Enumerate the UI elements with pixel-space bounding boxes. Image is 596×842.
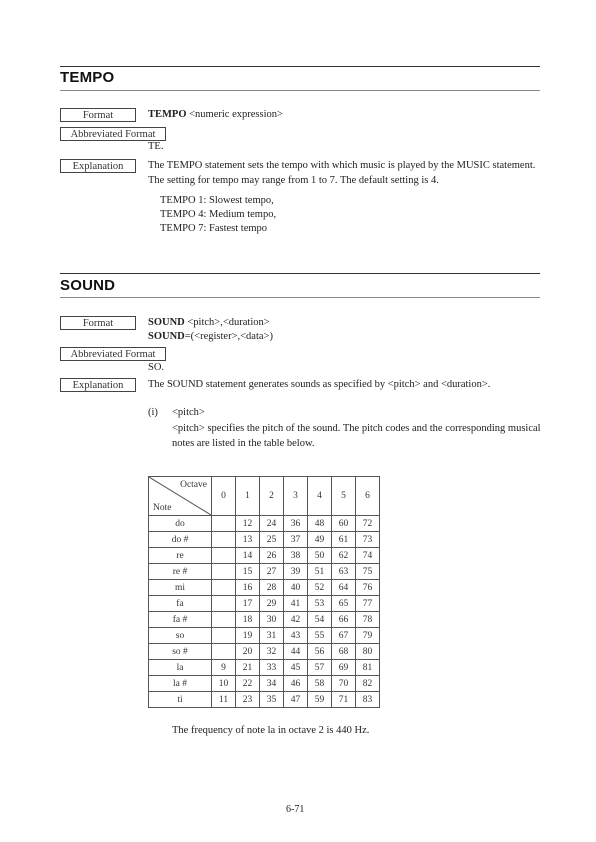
pitch-code-cell: 39 [284,564,308,580]
pitch-code-cell: 42 [284,612,308,628]
pitch-code-cell: 53 [308,596,332,612]
pitch-code-cell: 24 [260,516,284,532]
pitch-code-cell: 65 [332,596,356,612]
sound-bottom-rule [60,297,540,298]
pitch-code-cell: 80 [356,644,380,660]
sound-format-keyword-1: SOUND [148,317,185,328]
table-row [149,516,380,532]
sound-format-label: Format [60,316,136,330]
pitch-code-cell: 69 [332,660,356,676]
tempo-example-2: TEMPO 4: Medium tempo, [160,209,277,220]
sound-top-rule [60,273,540,274]
pitch-code-cell: 21 [236,660,260,676]
pitch-code-cell: 47 [284,692,308,708]
note-name-cell: la # [149,676,212,692]
pitch-table-corner-cell [149,477,212,516]
table-row [149,596,380,612]
pitch-code-cell: 9 [212,660,236,676]
pitch-code-cell: 35 [260,692,284,708]
pitch-code-cell: 75 [356,564,380,580]
pitch-code-cell: 72 [356,516,380,532]
pitch-code-cell: 25 [260,532,284,548]
octave-header-cell: 5 [332,477,356,516]
octave-header-cell: 4 [308,477,332,516]
pitch-code-cell: 74 [356,548,380,564]
table-row [149,660,380,676]
sound-explanation-text: The SOUND statement generates sounds as specified by <pitch> and <duration>. [148,379,491,390]
octave-header-cell: 1 [236,477,260,516]
pitch-code-cell: 10 [212,676,236,692]
octave-header-cell: 6 [356,477,380,516]
pitch-code-cell: 76 [356,580,380,596]
pitch-code-cell: 45 [284,660,308,676]
pitch-code-table [148,476,380,708]
pitch-code-cell: 60 [332,516,356,532]
pitch-code-cell: 26 [260,548,284,564]
table-row [149,612,380,628]
pitch-code-cell: 49 [308,532,332,548]
pitch-code-cell: 27 [260,564,284,580]
note-name-cell: so # [149,644,212,660]
table-row [149,628,380,644]
pitch-code-cell: 51 [308,564,332,580]
pitch-code-cell: 52 [308,580,332,596]
tempo-example-1: TEMPO 1: Slowest tempo, [160,195,274,206]
note-axis-label: Note [153,503,172,513]
pitch-code-cell: 44 [284,644,308,660]
pitch-code-cell: 32 [260,644,284,660]
tempo-format-line [148,108,283,122]
sound-explanation-label: Explanation [60,378,136,392]
sound-format-args-2: =(<register>,<data>) [184,331,273,342]
sound-format-line-1 [148,316,270,330]
tempo-explanation-label: Explanation [60,159,136,173]
note-name-cell: mi [149,580,212,596]
pitch-code-cell: 15 [236,564,260,580]
pitch-code-cell: 70 [332,676,356,692]
pitch-code-cell: 66 [332,612,356,628]
tempo-abbrev-value: TE. [148,141,164,152]
pitch-code-cell: 71 [332,692,356,708]
sound-abbrev-value: SO. [148,362,165,373]
table-row [149,548,380,564]
pitch-code-cell: 81 [356,660,380,676]
pitch-code-cell: 34 [260,676,284,692]
pitch-code-cell: 12 [236,516,260,532]
pitch-code-cell: 28 [260,580,284,596]
pitch-code-cell: 62 [332,548,356,564]
sound-format-line-2 [148,330,273,344]
tempo-format-label: Format [60,108,136,122]
pitch-code-cell [212,612,236,628]
pitch-code-cell: 83 [356,692,380,708]
pitch-code-cell [212,644,236,660]
pitch-code-cell: 38 [284,548,308,564]
tempo-abbrev-label: Abbreviated Format [60,127,166,141]
sound-format-args-1: <pitch>,<duration> [187,317,270,328]
pitch-code-cell: 50 [308,548,332,564]
tempo-explanation-text: The TEMPO statement sets the tempo with which music is played by the MUSIC statement. The setting for tempo may range from 1 to 7. The default setting is 4. [148,160,536,186]
pitch-code-cell: 31 [260,628,284,644]
table-row [149,564,380,580]
note-name-cell: do # [149,532,212,548]
tempo-heading: TEMPO [60,69,115,86]
tempo-top-rule [60,66,540,67]
note-name-cell: ti [149,692,212,708]
pitch-code-cell: 57 [308,660,332,676]
pitch-code-cell: 11 [212,692,236,708]
pitch-code-cell: 56 [308,644,332,660]
pitch-code-cell [212,532,236,548]
pitch-code-cell: 16 [236,580,260,596]
note-name-cell: so [149,628,212,644]
table-row [149,644,380,660]
note-name-cell: la [149,660,212,676]
pitch-item-marker: (i) [148,407,158,418]
pitch-code-cell: 41 [284,596,308,612]
pitch-code-cell: 43 [284,628,308,644]
sound-format-keyword-2: SOUND [148,331,185,342]
table-row [149,580,380,596]
pitch-code-cell: 59 [308,692,332,708]
octave-header-cell: 0 [212,477,236,516]
pitch-code-cell: 79 [356,628,380,644]
tempo-format-keyword: TEMPO [148,109,187,120]
tempo-bottom-rule [60,90,540,91]
pitch-code-cell: 13 [236,532,260,548]
pitch-code-cell: 78 [356,612,380,628]
page-number: 6-71 [286,804,305,815]
pitch-code-cell: 68 [332,644,356,660]
pitch-code-cell: 33 [260,660,284,676]
octave-axis-label: Octave [180,480,207,490]
pitch-code-cell [212,580,236,596]
pitch-code-cell: 64 [332,580,356,596]
pitch-code-cell: 17 [236,596,260,612]
pitch-code-cell: 14 [236,548,260,564]
table-row [149,676,380,692]
pitch-code-cell: 22 [236,676,260,692]
pitch-code-cell [212,564,236,580]
pitch-code-cell: 63 [332,564,356,580]
pitch-code-cell: 18 [236,612,260,628]
pitch-code-cell: 46 [284,676,308,692]
table-row [149,532,380,548]
pitch-code-cell: 19 [236,628,260,644]
frequency-footnote: The frequency of note la in octave 2 is 440 Hz. [172,725,370,736]
pitch-code-cell: 77 [356,596,380,612]
pitch-code-cell: 30 [260,612,284,628]
pitch-code-cell: 29 [260,596,284,612]
pitch-item-description: <pitch> specifies the pitch of the sound. The pitch codes and the corresponding musical notes are listed in the table below. [172,423,541,449]
note-name-cell: re [149,548,212,564]
pitch-code-cell: 82 [356,676,380,692]
note-name-cell: fa [149,596,212,612]
pitch-code-cell: 23 [236,692,260,708]
tempo-example-3: TEMPO 7: Fastest tempo [160,223,268,234]
table-row [149,692,380,708]
octave-header-cell: 3 [284,477,308,516]
sound-abbrev-label: Abbreviated Format [60,347,166,361]
note-name-cell: re # [149,564,212,580]
pitch-code-cell: 61 [332,532,356,548]
note-name-cell: fa # [149,612,212,628]
sound-heading: SOUND [60,277,116,294]
pitch-code-cell: 58 [308,676,332,692]
pitch-code-cell: 54 [308,612,332,628]
pitch-code-cell [212,628,236,644]
pitch-code-cell: 20 [236,644,260,660]
pitch-code-cell: 67 [332,628,356,644]
pitch-code-cell: 40 [284,580,308,596]
pitch-table-header-row [149,477,380,516]
pitch-code-cell: 55 [308,628,332,644]
pitch-code-cell: 37 [284,532,308,548]
pitch-code-cell: 73 [356,532,380,548]
pitch-code-cell [212,516,236,532]
tempo-format-args: <numeric expression> [189,109,283,120]
pitch-code-cell [212,596,236,612]
pitch-code-cell [212,548,236,564]
pitch-code-cell: 36 [284,516,308,532]
note-name-cell: do [149,516,212,532]
pitch-item-title: <pitch> [172,407,205,418]
pitch-code-cell: 48 [308,516,332,532]
octave-header-cell: 2 [260,477,284,516]
